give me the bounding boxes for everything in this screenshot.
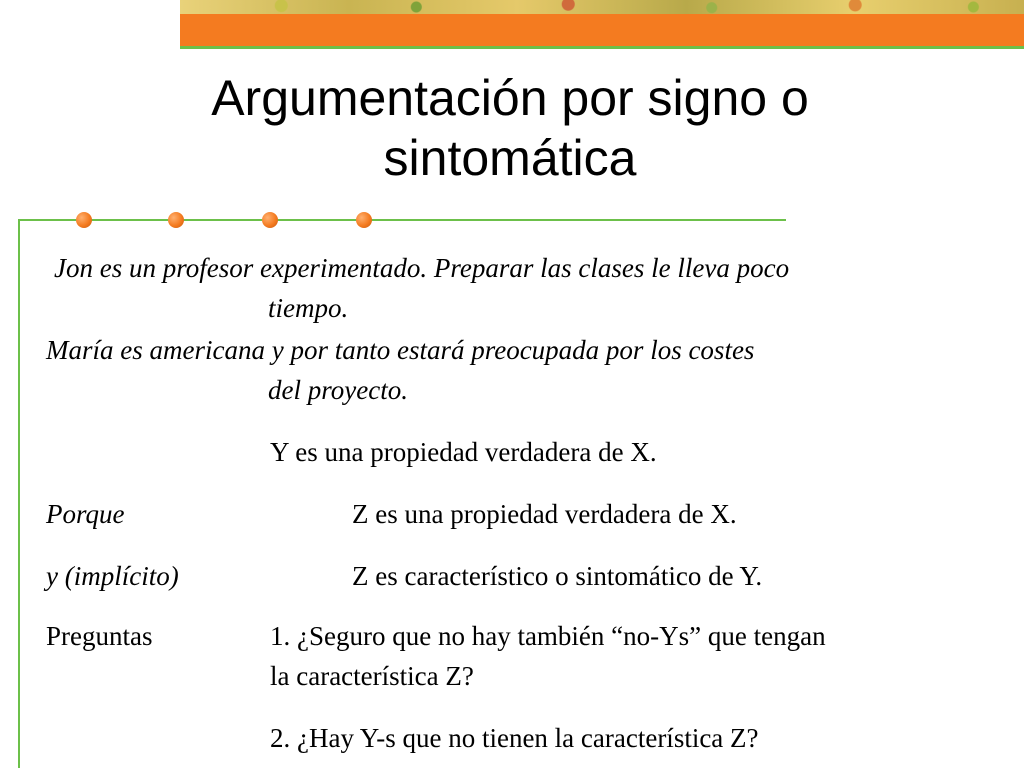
example-2-line-1: María es americana y por tanto estará preocupada por los costes xyxy=(46,335,755,365)
question-1-line-1: 1. ¿Seguro que no hay también “no-Ys” que tengan xyxy=(270,621,826,651)
because-text: Z es una propiedad verdadera de X. xyxy=(352,499,737,529)
question-2: 2. ¿Hay Y-s que no tienen la característica Z? xyxy=(270,723,759,753)
because-label: Porque xyxy=(46,499,125,529)
title-line-2: sintomática xyxy=(383,130,637,186)
title-line-1: Argumentación por signo o xyxy=(211,70,809,126)
example-2-line-2: del proyecto. xyxy=(268,375,408,405)
example-1-line-1: Jon es un profesor experimentado. Preparar las clases le lleva poco xyxy=(54,253,790,283)
implicit-text: Z es característico o sintomático de Y. xyxy=(352,561,763,591)
claim-text: Y es una propiedad verdadera de X. xyxy=(270,437,657,467)
question-1-line-2: la característica Z? xyxy=(270,661,474,691)
implicit-label: y (implícito) xyxy=(46,561,179,591)
example-1-line-2: tiempo. xyxy=(268,293,349,323)
questions-label: Preguntas xyxy=(46,621,153,651)
